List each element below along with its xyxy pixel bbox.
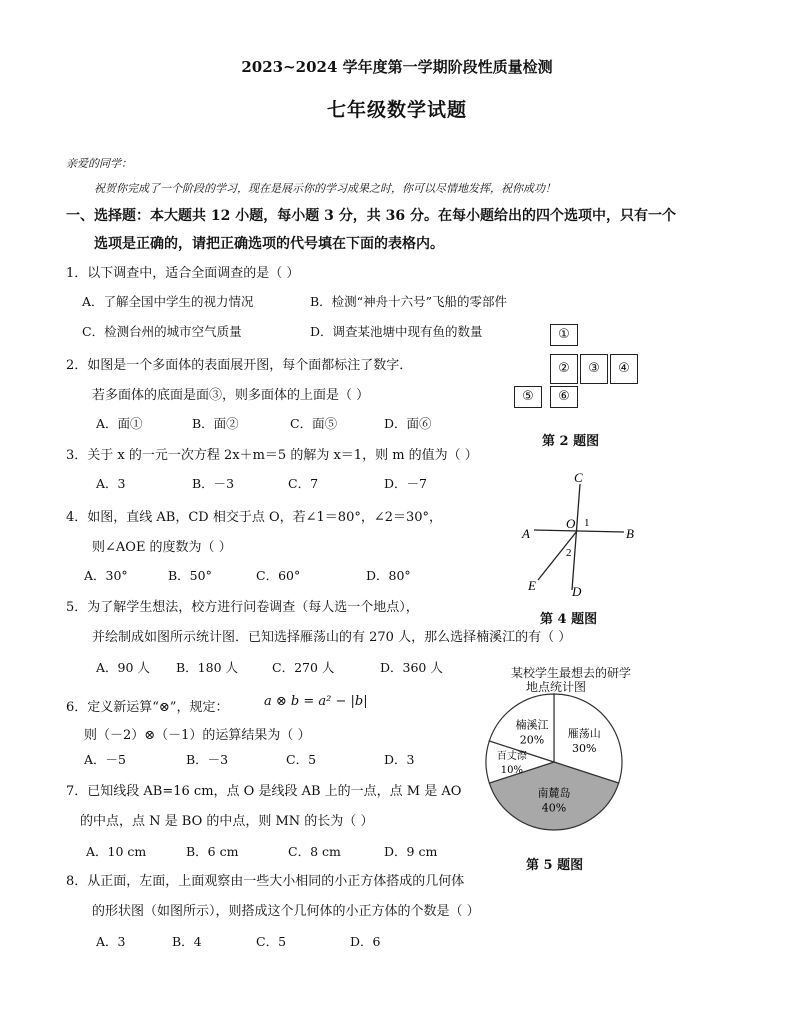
q6-formula: a ⊗ b = a² − |b| [264, 694, 368, 709]
q5-option-c: C．270 人 [272, 660, 335, 675]
label-e: E [528, 578, 536, 593]
net-face-4: ④ [610, 354, 638, 384]
q5-option-d: D．360 人 [380, 660, 443, 675]
q4-stem-2: 则∠AOE 的度数为（ ） [92, 540, 232, 555]
q7-option-c: C．8 cm [288, 844, 341, 859]
pie-slice-name: 南麓岛 [537, 786, 571, 800]
exam-subtitle: 七年级数学试题 [326, 99, 467, 121]
net-face-1: ① [550, 324, 578, 346]
label-d: D [572, 584, 582, 599]
q5-option-a: A．90 人 [96, 660, 150, 675]
q4-stem: 4．如图，直线 AB，CD 相交于点 O，若∠1＝80°，∠2＝30°， [66, 510, 443, 525]
q6-stem: 6．定义新运算“⊗”，规定： [66, 700, 229, 715]
q2-option-b: B．面② [192, 416, 239, 431]
q4-option-c: C．60° [256, 568, 301, 583]
q8-stem-2: 的形状图（如图所示），则搭成这个几何体的小正方体的个数是（ ） [92, 904, 480, 919]
exam-title: 2023~2024 学年度第一学期阶段性质量检测 [241, 58, 553, 76]
chart-title-line1: 某校学生最想去的研学 [510, 666, 631, 680]
q2-caption: 第 2 题图 [542, 434, 600, 449]
q5-stem: 5．为了解学生想法，校方进行问卷调查（每人选一个地点）， [66, 600, 419, 615]
pie-slice-name: 楠溪江 [515, 718, 549, 732]
line-ab [534, 530, 624, 532]
label-angle-2: 2 [566, 547, 572, 559]
label-b: B [626, 526, 634, 541]
pie-chart [480, 690, 640, 840]
q8-stem: 8．从正面，左面，上面观察由一些大小相同的小正方体搭成的几何体 [66, 874, 465, 889]
q2-option-d: D．面⑥ [384, 416, 432, 431]
q3-option-d: D．－7 [384, 476, 427, 491]
q2-stem-2: 若多面体的底面是面③，则多面体的上面是（ ） [92, 388, 370, 403]
q3-stem: 3．关于 x 的一元一次方程 2x＋m＝5 的解为 x＝1，则 m 的值为（ ） [66, 448, 478, 463]
q2-stem: 2．如图是一个多面体的表面展开图，每个面都标注了数字． [66, 358, 413, 373]
q1-option-a: A．了解全国中学生的视力情况 [82, 294, 254, 309]
q1-option-d: D．调查某池塘中现有鱼的数量 [310, 324, 483, 339]
q3-option-c: C．7 [288, 476, 319, 491]
pie-slice-name: 雁荡山 [567, 727, 601, 741]
q7-option-d: D．9 cm [384, 844, 438, 859]
q2-option-c: C．面⑤ [290, 416, 338, 431]
section1-line1: 一、选择题：本大题共 12 小题，每小题 3 分，共 36 分。在每小题给出的四个选项中，只有一个 [66, 208, 676, 224]
q6-option-b: B．－3 [186, 752, 229, 767]
greeting-message: 祝贺你完成了一个阶段的学习，现在是展示你的学习成果之时，你可以尽情地发挥，祝你成功！ [94, 182, 556, 195]
q7-stem-2: 的中点，点 N 是 BO 的中点，则 MN 的长为（ ） [80, 814, 374, 829]
q4-angle-figure [516, 466, 646, 600]
q8-option-d: D．6 [350, 934, 381, 949]
label-a: A [522, 526, 530, 541]
q5-caption: 第 5 题图 [526, 858, 584, 873]
q8-option-c: C．5 [256, 934, 287, 949]
q4-option-b: B．50° [168, 568, 212, 583]
label-o: O [566, 516, 576, 531]
q6-option-c: C．5 [286, 752, 317, 767]
q8-option-b: B．4 [172, 934, 202, 949]
label-c: C [574, 470, 583, 485]
q7-option-b: B．6 cm [186, 844, 239, 859]
net-face-2: ② [550, 354, 578, 384]
section1-line2: 选项是正确的，请把正确选项的代号填在下面的表格内。 [94, 236, 444, 252]
q5-option-b: B．180 人 [176, 660, 239, 675]
line-cd [572, 484, 580, 590]
pie-slice-label: 40% [541, 801, 567, 815]
pie-slice-label: 30% [572, 742, 597, 756]
net-face-6: ⑥ [550, 386, 578, 408]
pie-slice-label: 20% [519, 733, 545, 747]
q7-option-a: A．10 cm [86, 844, 147, 859]
label-angle-1: 1 [584, 517, 590, 529]
net-face-5: ⑤ [514, 386, 542, 408]
q8-option-a: A．3 [96, 934, 126, 949]
q1-option-b: B．检测“神舟十六号”飞船的零部件 [310, 294, 507, 309]
q4-option-d: D．80° [366, 568, 411, 583]
q3-option-b: B．－3 [192, 476, 235, 491]
q7-stem: 7．已知线段 AB=16 cm，点 O 是线段 AB 上的一点，点 M 是 AO [66, 784, 462, 799]
q1-option-c: C．检测台州的城市空气质量 [82, 324, 242, 339]
q1-stem: 1．以下调查中，适合全面调查的是（ ） [66, 266, 300, 281]
pie-slice-label: 10% [500, 765, 523, 776]
q4-option-a: A．30° [84, 568, 128, 583]
net-face-3: ③ [580, 354, 608, 384]
q4-caption: 第 4 题图 [540, 612, 598, 627]
q3-option-a: A．3 [96, 476, 126, 491]
pie-slice-name: 百丈漈 [496, 751, 527, 762]
greeting-salutation: 亲爱的同学： [66, 157, 132, 170]
chart-title-line2: 地点统计图 [525, 680, 586, 694]
q6-option-a: A．－5 [84, 752, 126, 767]
q6-option-d: D．3 [384, 752, 415, 767]
q2-option-a: A．面① [96, 416, 143, 431]
q5-stem-2: 并绘制成如图所示统计图．已知选择雁荡山的有 270 人，那么选择楠溪江的有（ ） [92, 630, 572, 645]
q6-stem-2: 则（－2）⊗（－1）的运算结果为（ ） [84, 728, 311, 743]
